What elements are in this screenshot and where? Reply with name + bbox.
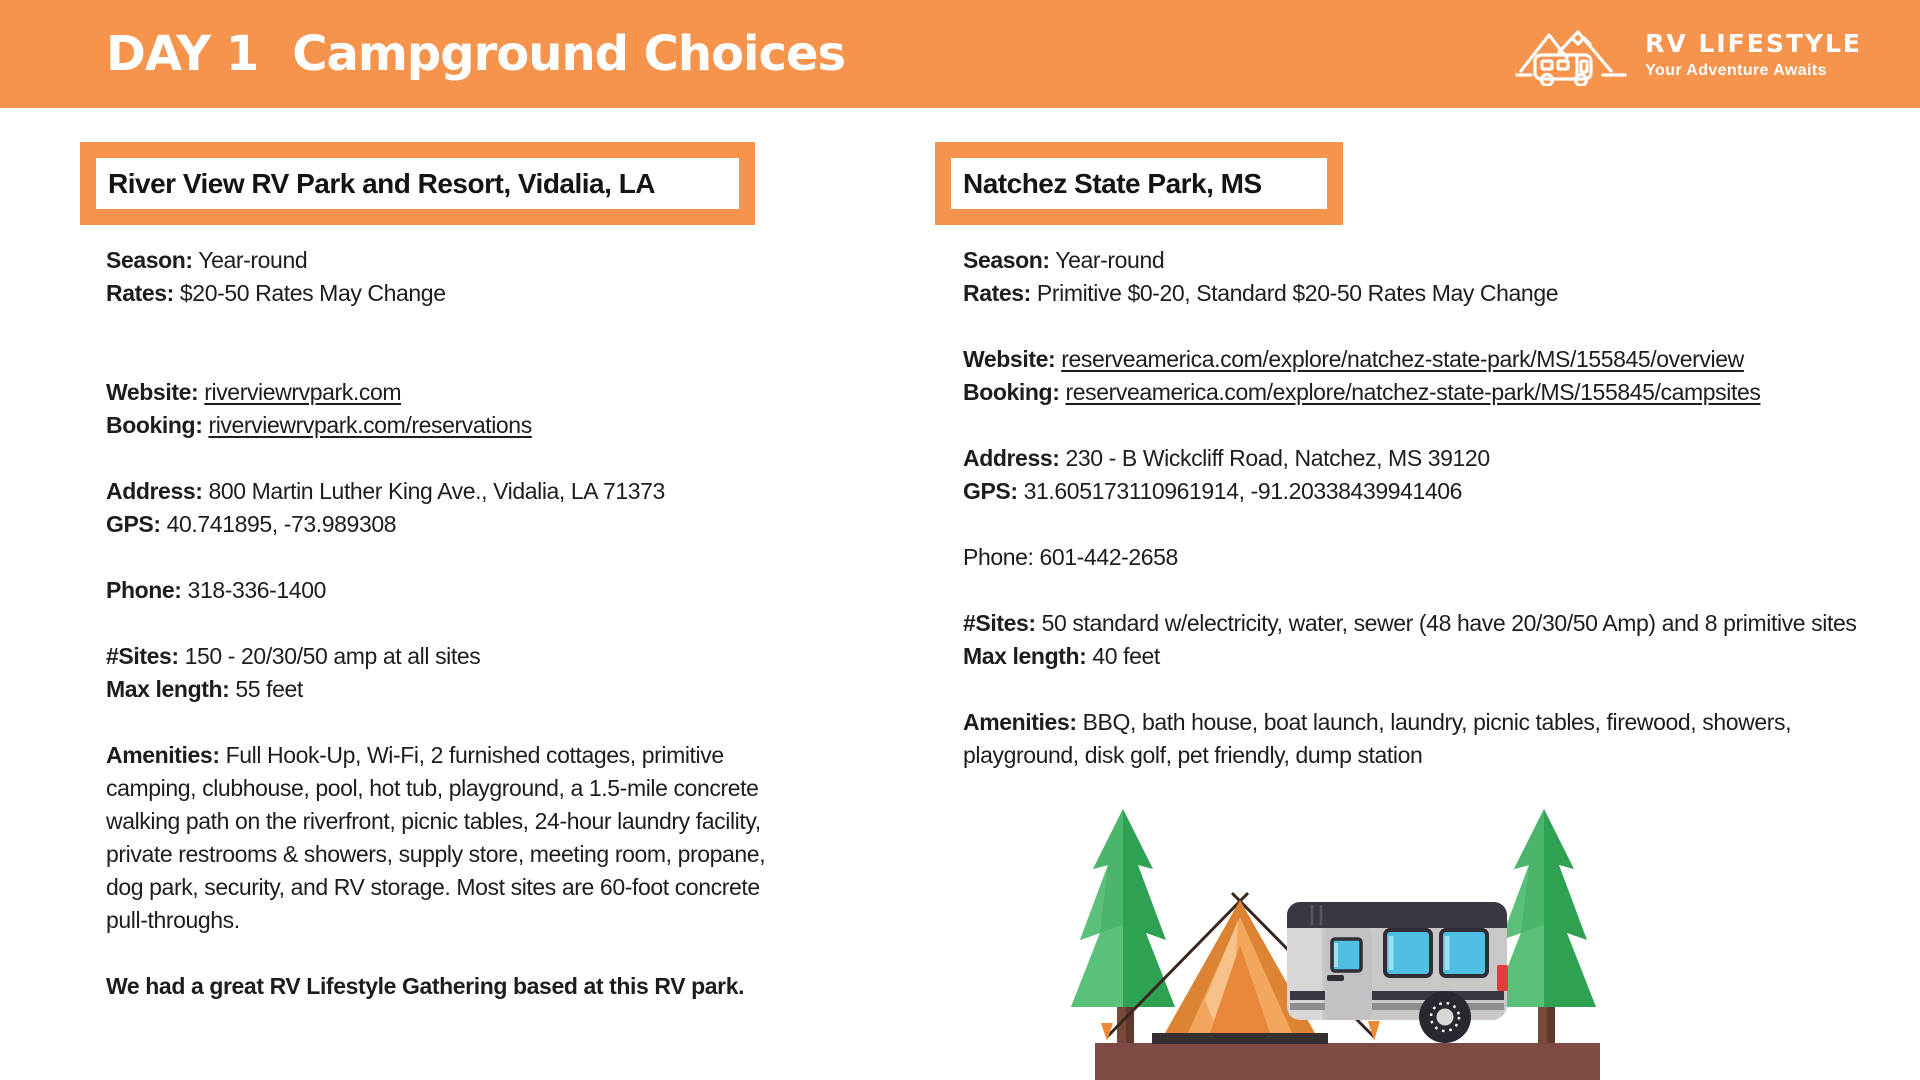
- field-phone: Phone: 318-336-1400: [106, 577, 326, 603]
- header-titles: [0, 26, 845, 82]
- field-season: Season: Year-round: [963, 247, 1165, 273]
- day-label: DAY 1: [106, 26, 259, 82]
- logo-text: [1645, 29, 1862, 80]
- field-website: Website: reserveamerica.com/explore/natchez-state-park/MS/155845/overview: [963, 346, 1744, 372]
- field-rates: Rates: $20-50 Rates May Change: [106, 280, 446, 306]
- field-sites: #Sites: 50 standard w/electricity, water, sewer (48 have 20/30/50 Amp) and 8 primitive sites: [963, 610, 1857, 636]
- mountains-rv-icon: [1515, 22, 1627, 86]
- field-phone: Phone: 601-442-2658: [963, 544, 1178, 570]
- field-max-length: Max length: 40 feet: [963, 643, 1160, 669]
- pine-tree-icon: [1071, 809, 1175, 1043]
- field-gps: GPS: 31.605173110961914, -91.20338439941406: [963, 478, 1463, 504]
- park-title: River View RV Park and Resort, Vidalia, LA: [96, 158, 739, 209]
- field-amenities: Amenities: Full Hook-Up, Wi-Fi, 2 furnished cottages, primitive camping, clubhouse, pool, hot tub, playground, a 1.5-mile concrete walking path on the riverfront, picnic tables, 24-hour laundry facility, private restrooms & showers, supply store, meeting room, propane, dog park, security, and RV storage. Most sites are 60-foot concrete pull-throughs.: [106, 742, 766, 933]
- field-season: Season: Year-round: [106, 247, 308, 273]
- rv-lifestyle-logo: [1515, 22, 1862, 86]
- campsite-illustration: [1070, 805, 1615, 1080]
- website-link[interactable]: riverviewrvpark.com: [204, 379, 402, 405]
- field-website: Website: riverviewrvpark.com: [106, 379, 402, 405]
- park-card-natchez: [963, 244, 1868, 772]
- booking-link[interactable]: reserveamerica.com/explore/natchez-state-park/MS/155845/campsites: [1065, 379, 1761, 405]
- page-title: Campground Choices: [292, 26, 846, 82]
- booking-link[interactable]: riverviewrvpark.com/reservations: [208, 412, 532, 438]
- ground: [1095, 1043, 1600, 1080]
- park-title-box-natchez: [935, 142, 1343, 225]
- camper-trailer-icon: [1287, 902, 1508, 1043]
- field-rates: Rates: Primitive $0-20, Standard $20-50 Rates May Change: [963, 280, 1559, 306]
- field-max-length: Max length: 55 feet: [106, 676, 303, 702]
- field-booking: Booking: riverviewrvpark.com/reservations: [106, 412, 532, 438]
- field-sites: #Sites: 150 - 20/30/50 amp at all sites: [106, 643, 481, 669]
- website-link[interactable]: reserveamerica.com/explore/natchez-state-park/MS/155845/overview: [1061, 346, 1744, 372]
- field-gps: GPS: 40.741895, -73.989308: [106, 511, 397, 537]
- gathering-note: We had a great RV Lifestyle Gathering based at this RV park.: [106, 973, 745, 999]
- park-title: Natchez State Park, MS: [951, 158, 1327, 209]
- logo-tagline: Your Adventure Awaits: [1645, 61, 1827, 79]
- field-amenities: Amenities: BBQ, bath house, boat launch, laundry, picnic tables, firewood, showers, playground, disk golf, pet friendly, dump station: [963, 709, 1792, 768]
- logo-brand: RV LIFESTYLE: [1645, 28, 1862, 58]
- field-address: Address: 230 - B Wickcliff Road, Natchez, MS 39120: [963, 445, 1490, 471]
- field-address: Address: 800 Martin Luther King Ave., Vidalia, LA 71373: [106, 478, 665, 504]
- park-title-box-riverview: [80, 142, 755, 225]
- header-bar: [0, 0, 1920, 108]
- park-card-riverview: [106, 244, 766, 1003]
- field-booking: Booking: reserveamerica.com/explore/natchez-state-park/MS/155845/campsites: [963, 379, 1761, 405]
